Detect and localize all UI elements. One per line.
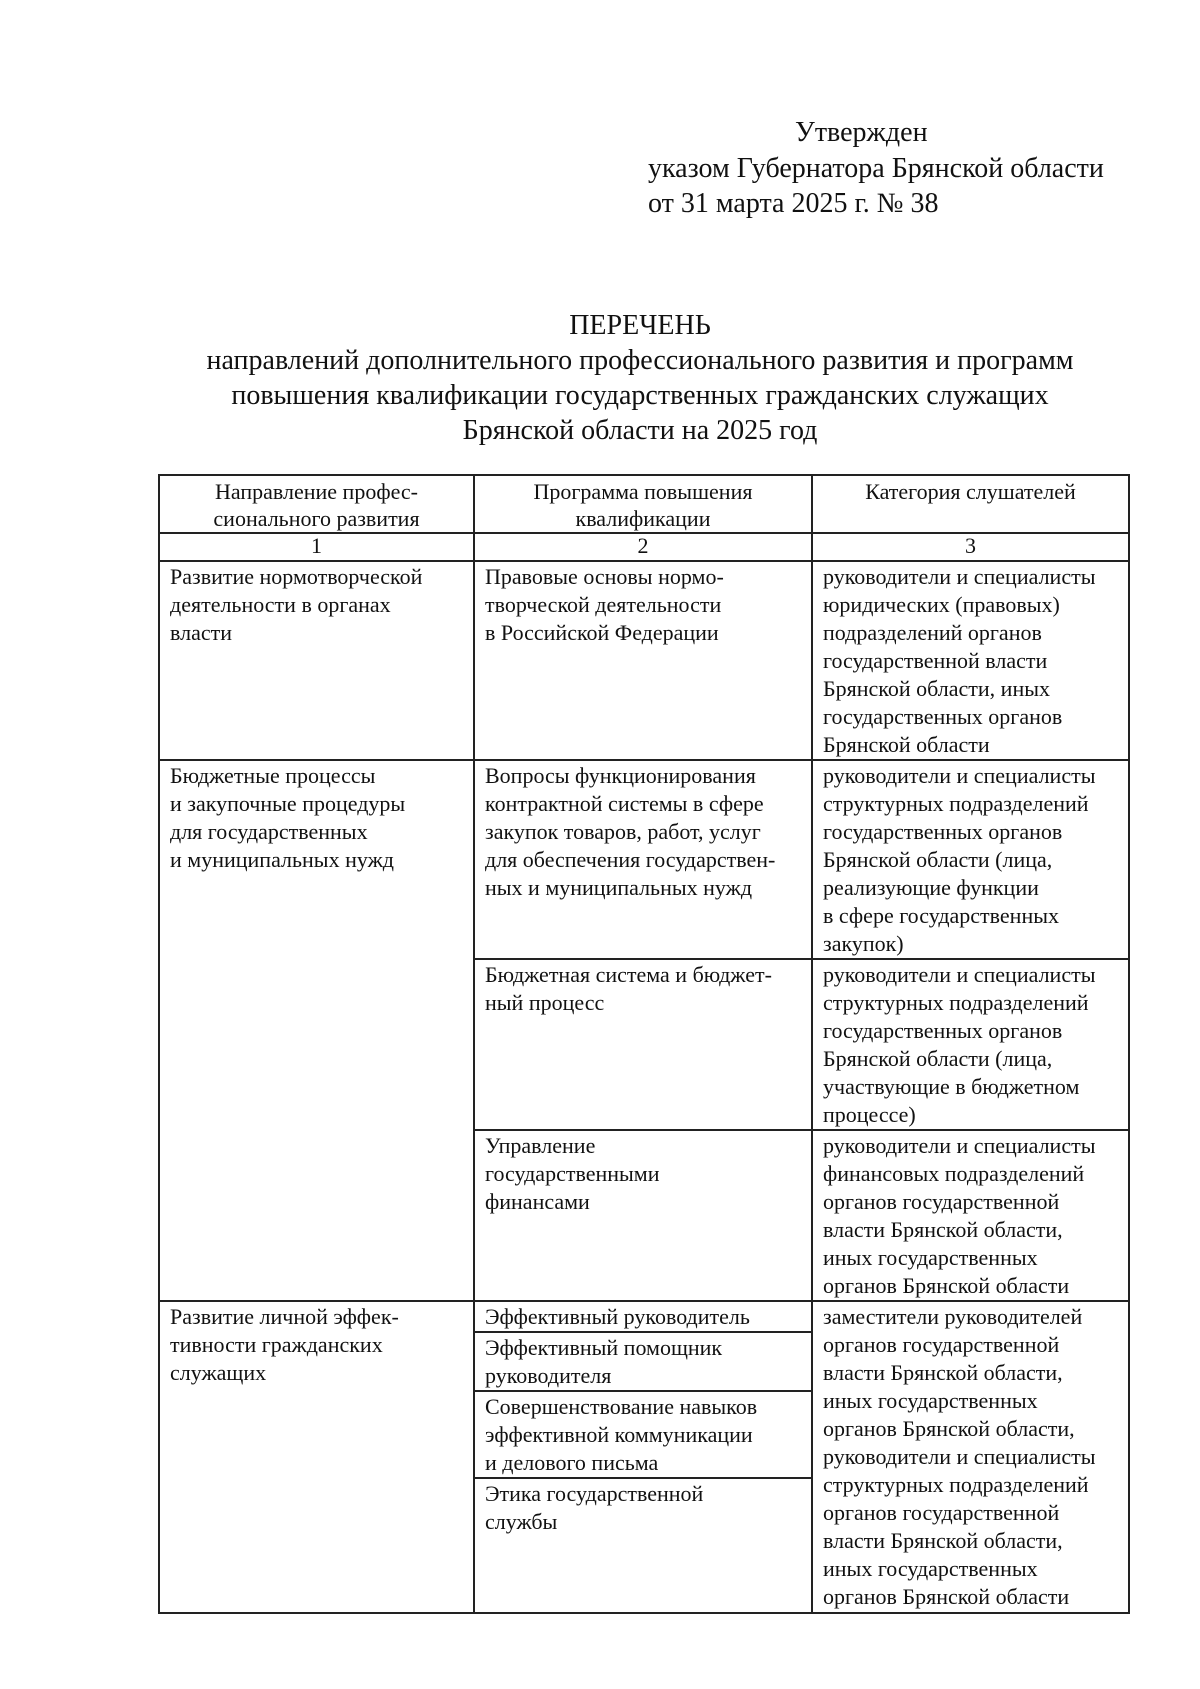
direction-cell: Развитие нормотворческой деятельности в органах власти bbox=[159, 561, 474, 760]
category-cell: руководители и специалисты финансовых подразделений органов государственной власти Брянской области, иных государственных органов Брянской области bbox=[812, 1130, 1129, 1301]
program-cell: Управление государственными финансами bbox=[474, 1130, 812, 1301]
document-title: ПЕРЕЧЕНЬ bbox=[569, 310, 711, 341]
programs-table bbox=[158, 474, 1130, 1614]
program-list bbox=[475, 1302, 811, 1536]
column-number-1: 1 bbox=[159, 533, 474, 561]
table-header-row bbox=[159, 475, 1129, 533]
document-subtitle-line-3: Брянской области на 2025 год bbox=[462, 415, 818, 446]
category-cell: руководители и специалисты юридических (правовых) подразделений органов государственной власти Брянской области, иных государственных органов Брянской области bbox=[812, 561, 1129, 760]
program-cell: Бюджетная система и бюджет- ный процесс bbox=[474, 959, 812, 1130]
table-number-row bbox=[159, 533, 1129, 561]
category-cell: руководители и специалисты структурных подразделений государственных органов Брянской области (лица, участвующие в бюджетном процессе) bbox=[812, 959, 1129, 1130]
document-subtitle-line-1: направлений дополнительного профессионального развития и программ bbox=[206, 345, 1074, 376]
category-cell: руководители и специалисты структурных подразделений государственных органов Брянской области (лица, реализующие функции в сфере государственных закупок) bbox=[812, 760, 1129, 959]
program-item: Эффективный руководитель bbox=[485, 1304, 750, 1329]
program-cell bbox=[474, 1301, 812, 1613]
table-row bbox=[159, 760, 1129, 959]
program-cell: Правовые основы нормо- творческой деятельности в Российской Федерации bbox=[474, 561, 812, 760]
column-number-2: 2 bbox=[474, 533, 812, 561]
header-direction: Направление профес- сионального развития bbox=[159, 475, 474, 533]
table-row bbox=[159, 561, 1129, 760]
header-program: Программа повышения квалификации bbox=[474, 475, 812, 533]
approval-date: от 31 марта 2025 г. № 38 bbox=[648, 188, 939, 219]
column-number-3: 3 bbox=[812, 533, 1129, 561]
document-subtitle-line-2: повышения квалификации государственных гражданских служащих bbox=[231, 380, 1049, 411]
direction-cell: Бюджетные процессы и закупочные процедуры для государственных и муниципальных нужд bbox=[159, 760, 474, 1301]
header-category: Категория слушателей bbox=[812, 475, 1129, 533]
program-item: Эффективный помощник руководителя bbox=[475, 1331, 811, 1390]
program-cell: Вопросы функционирования контрактной системы в сфере закупок товаров, работ, услуг для обеспечения государствен- ных и муниципальных нужд bbox=[474, 760, 812, 959]
program-item: Этика государственной службы bbox=[475, 1477, 811, 1536]
approval-title: Утвержден bbox=[795, 117, 928, 148]
category-cell: заместители руководителей органов государственной власти Брянской области, иных государственных органов Брянской области, руководители и специалисты структурных подразделений органов государственной власти Брянской области, иных государственных органов Брянской области bbox=[812, 1301, 1129, 1613]
table-row bbox=[159, 1301, 1129, 1613]
program-item: Совершенствование навыков эффективной коммуникации и делового письма bbox=[475, 1390, 811, 1477]
approval-decree: указом Губернатора Брянской области bbox=[648, 153, 1104, 184]
direction-cell: Развитие личной эффек- тивности гражданских служащих bbox=[159, 1301, 474, 1613]
document-heading bbox=[120, 308, 1160, 448]
